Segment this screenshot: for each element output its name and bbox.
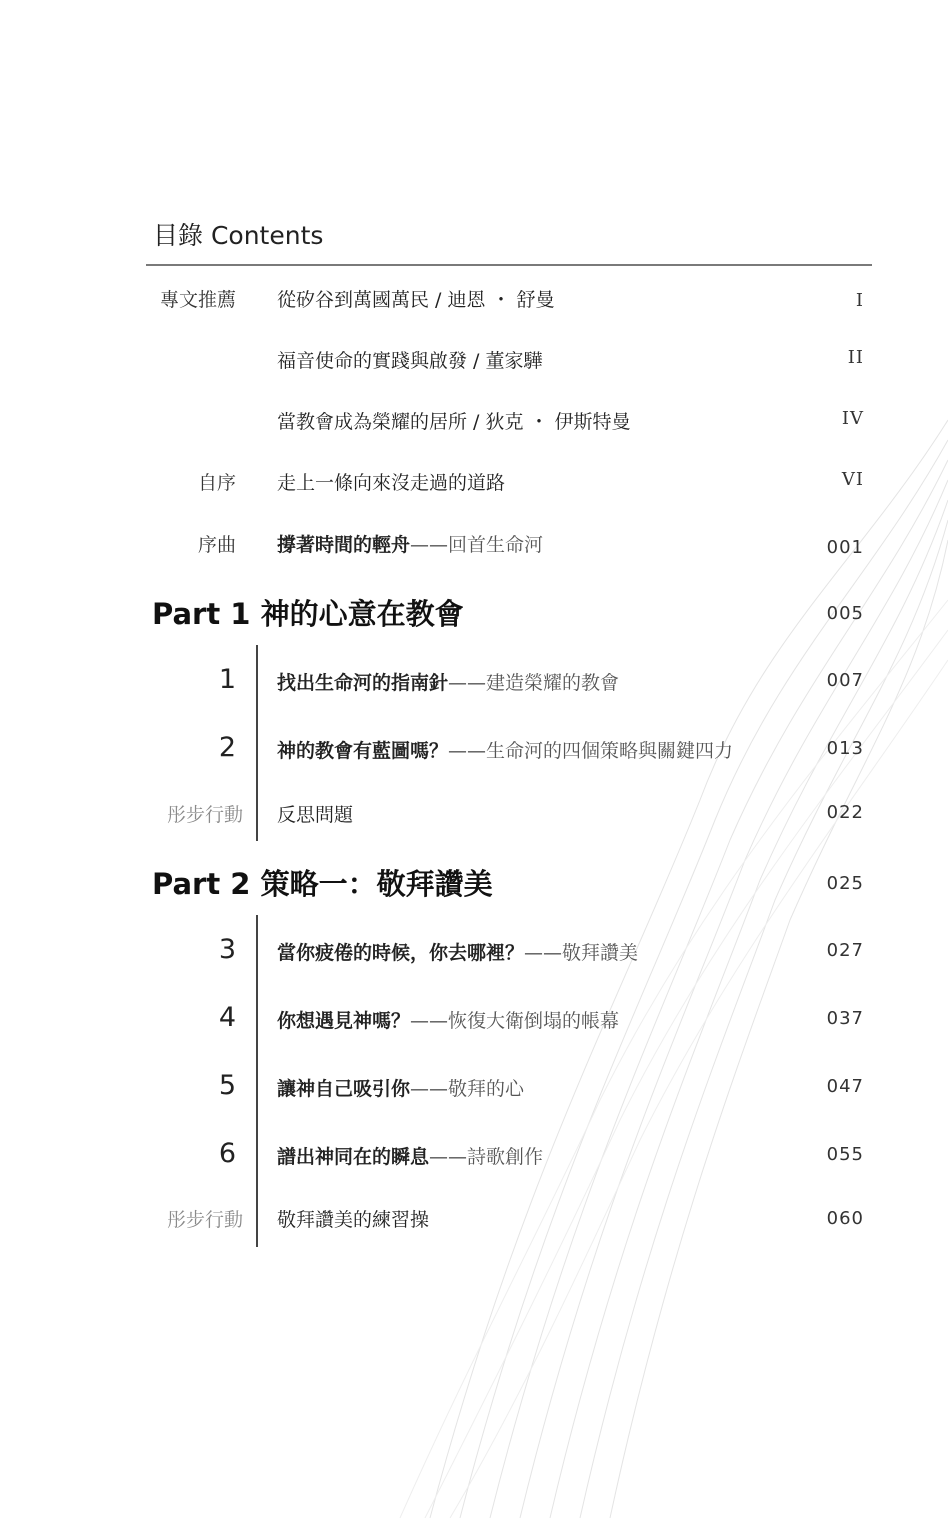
chapter-number: 6 (218, 1138, 236, 1169)
toc-entry-title[interactable] (277, 668, 619, 695)
page-number: 055 (826, 1144, 864, 1165)
heading-divider (146, 264, 872, 266)
chapter-divider-line (256, 645, 258, 841)
toc-entry-title[interactable] (277, 1142, 543, 1169)
toc-heading: 目錄 Contents (153, 221, 324, 250)
toc-entry-title[interactable]: 當教會成為榮耀的居所 / 狄克 ・ 伊斯特曼 (277, 411, 631, 433)
entry-main-title: 你想遇見神嗎？ (277, 1010, 411, 1032)
page-number: 047 (826, 1076, 864, 1097)
entry-main-title: 當你疲倦的時候，你去哪裡？ (277, 942, 525, 964)
entry-subtitle: ——恢復大衛倒塌的帳幕 (410, 1010, 620, 1032)
action-label: 彤步行動 (166, 804, 243, 826)
front-label-prelude: 序曲 (197, 534, 236, 556)
entry-main-title: 撐著時間的輕舟 (277, 534, 411, 556)
page-number: 007 (826, 670, 864, 691)
page-number: 027 (826, 940, 864, 961)
toc-entry-title[interactable]: 走上一條向來沒走過的道路 (277, 472, 506, 494)
toc-entry-title[interactable] (277, 736, 733, 763)
front-label-preface: 自序 (197, 472, 236, 494)
entry-subtitle: ——詩歌創作 (429, 1146, 544, 1168)
part-2-title[interactable]: Part 2 策略一：敬拜讚美 (152, 867, 493, 901)
page-number: 037 (826, 1008, 864, 1029)
page-number: 013 (826, 738, 864, 759)
entry-subtitle: ——敬拜讚美 (524, 942, 639, 964)
toc-entry-title[interactable]: 從矽谷到萬國萬民 / 迪恩 ・ 舒曼 (277, 289, 555, 311)
toc-entry-title[interactable] (277, 1006, 619, 1033)
chapter-number: 2 (218, 732, 236, 763)
toc-entry-title[interactable] (277, 938, 638, 965)
entry-subtitle: ——建造榮耀的教會 (448, 672, 620, 694)
entry-subtitle: ——生命河的四個策略與關鍵四力 (448, 740, 734, 762)
chapter-number: 1 (218, 664, 236, 695)
page-number: I (855, 290, 864, 311)
chapter-number: 5 (218, 1070, 236, 1101)
toc-entry-title[interactable]: 反思問題 (277, 804, 354, 826)
page-number: 005 (826, 603, 864, 624)
page-number: 060 (826, 1208, 864, 1229)
chapter-divider-line (256, 915, 258, 1247)
entry-subtitle: ——敬拜的心 (410, 1078, 525, 1100)
chapter-number: 4 (218, 1002, 236, 1033)
page-number: 001 (826, 537, 864, 558)
entry-main-title: 譜出神同在的瞬息 (277, 1146, 430, 1168)
chapter-number: 3 (218, 934, 236, 965)
page-number: 025 (826, 873, 864, 894)
toc-entry-title[interactable] (277, 1074, 524, 1101)
page-number: VI (841, 469, 864, 490)
part-1-title[interactable]: Part 1 神的心意在教會 (152, 597, 464, 631)
entry-main-title: 找出生命河的指南針 (277, 672, 449, 694)
entry-main-title: 神的教會有藍圖嗎？ (277, 740, 449, 762)
page-number: II (847, 347, 864, 368)
toc-entry-title[interactable]: 福音使命的實踐與啟發 / 董家驊 (277, 350, 543, 372)
toc-entry-title[interactable] (277, 530, 543, 557)
entry-main-title: 讓神自己吸引你 (277, 1078, 411, 1100)
page-number: IV (841, 408, 864, 429)
action-label: 彤步行動 (166, 1209, 243, 1231)
page-number: 022 (826, 802, 864, 823)
entry-subtitle: ——回首生命河 (410, 534, 544, 556)
toc-entry-title[interactable]: 敬拜讚美的練習操 (277, 1209, 430, 1231)
front-label-recommendation: 專文推薦 (159, 289, 236, 311)
